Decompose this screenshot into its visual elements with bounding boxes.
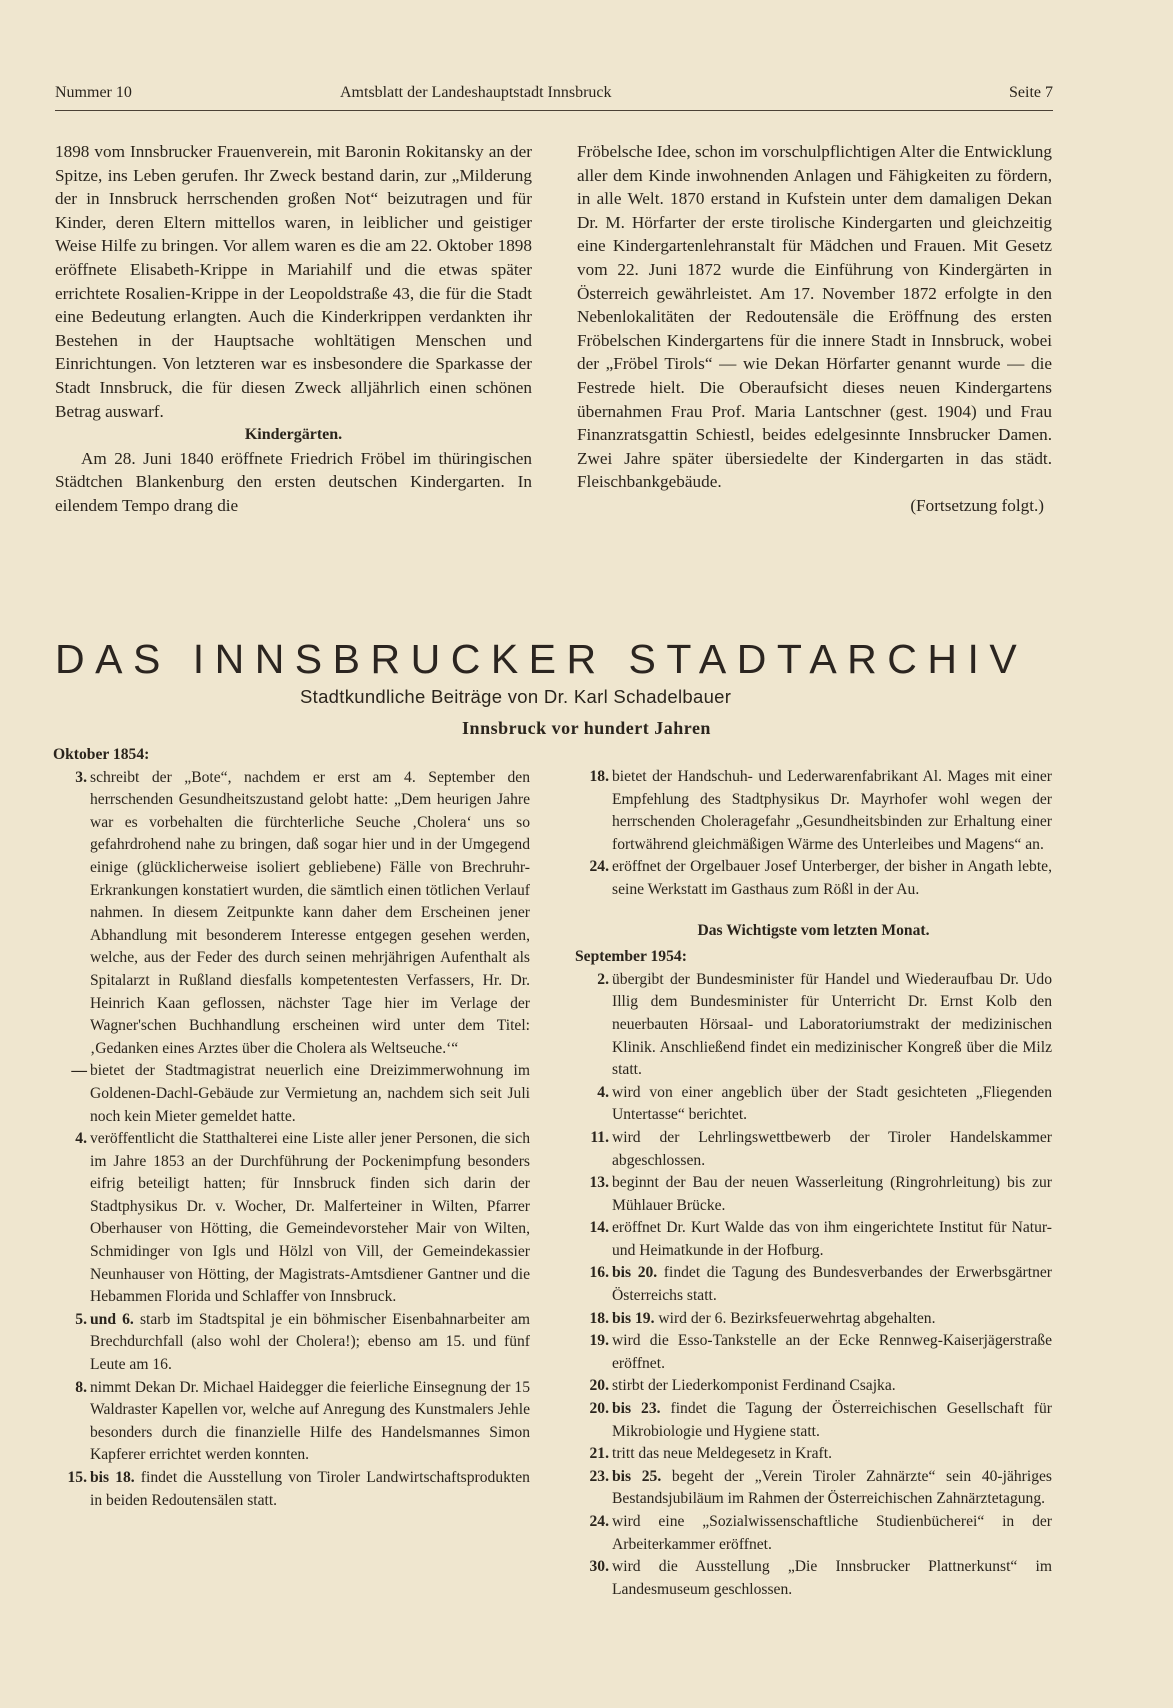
- entry-date: 20.: [589, 1377, 609, 1395]
- entry-date: 30.: [589, 1558, 609, 1576]
- chronicle-entry: [575, 1217, 1052, 1262]
- entry-text: beginnt der Bau der neuen Wasserleitung (Ringrohrleitung) bis zur Mühlauer Brücke.: [612, 1174, 1052, 1214]
- entry-text: wird die Esso-Tankstelle an der Ecke Rennweg-Kaiserjägerstraße eröffnet.: [612, 1332, 1052, 1372]
- entry-date: 14.: [589, 1219, 609, 1237]
- entry-text: begeht der „Verein Tiroler Zahnärzte“ sein 40-jähriges Bestandsjubiläum im Rahmen der Österreichischen Zahnärztetagung.: [612, 1467, 1052, 1508]
- entry-date: 13.: [589, 1174, 609, 1192]
- continued-note: (Fortsetzung folgt.): [910, 495, 1044, 515]
- entry-date: 11.: [590, 1128, 609, 1146]
- monthly-news-heading: Das Wichtigste vom letzten Monat.: [697, 921, 930, 939]
- entry-date: 4.: [75, 1130, 87, 1148]
- entry-text: bietet der Handschuh- und Lederwarenfabrikant Al. Mages mit einer Empfehlung des Stadtphysikus Dr. Mayrhofer wohl wegen der herrschenden Choleragefahr „Gesundheitsbinden zur Erhaltung einer fortwährend gleichmäßigen Wärme des Unterleibes und Magens“ an.: [612, 768, 1052, 853]
- chronicle-list: [575, 969, 1052, 1602]
- chronicle-entry: [575, 1330, 1052, 1375]
- entry-date: 2.: [597, 970, 609, 988]
- entry-text: eröffnet der Orgelbauer Josef Unterberger, der bisher in Angath lebte, seine Werkstatt im Gasthaus zum Rößl in der Au.: [612, 858, 1052, 898]
- entry-date: 18.: [589, 768, 609, 785]
- entry-text: tritt das neue Meldegesetz in Kraft.: [612, 1445, 832, 1463]
- chronicle-entry: [53, 1060, 530, 1128]
- entry-date: 24.: [589, 858, 609, 876]
- entry-date-range: bis 19.: [612, 1309, 659, 1327]
- section-subtitle: Stadtkundliche Beiträge von Dr. Karl Schadelbauer: [300, 686, 732, 707]
- entry-date-range: bis 25.: [612, 1467, 672, 1485]
- entry-date-range: und 6.: [90, 1310, 140, 1328]
- entry-text: findet die Tagung des Bundesverbandes der Erwerbsgärtner Österreichs statt.: [612, 1264, 1052, 1305]
- chronicle-entry: [53, 1128, 530, 1309]
- entry-text: wird die Ausstellung „Die Innsbrucker Plattnerkunst“ im Landesmuseum geschlossen.: [612, 1558, 1052, 1598]
- entry-text: bietet der Stadtmagistrat neuerlich eine Dreizimmerwohnung im Goldenen-Dachl-Gebäude zur Vermietung an, nachdem sich seit Juli noch kein Mieter gemeldet hatte.: [90, 1062, 530, 1125]
- article-right-column: [577, 140, 1052, 518]
- article-paragraph-start: Am 28. Juni 1840 eröffnete Friedrich Fröbel im thüringischen Städtchen Blankenburg den ersten deutschen Kindergarten. In eilendem Tempo drang die: [55, 448, 532, 515]
- entry-text: stirbt der Liederkomponist Ferdinand Csajka.: [612, 1377, 896, 1395]
- chronicle-left-column: [53, 744, 530, 1512]
- page-header: [55, 84, 1053, 106]
- entry-date: 20.: [589, 1400, 609, 1418]
- entry-text: wird eine „Sozialwissenschaftliche Studienbücherei“ in der Arbeiterkammer eröffnet.: [612, 1513, 1052, 1553]
- chronicle-entry: [575, 1556, 1052, 1601]
- page-number: Seite 7: [1009, 84, 1053, 101]
- entry-date-range: bis 20.: [612, 1264, 664, 1282]
- chronicle-entry: [575, 1398, 1052, 1443]
- chronicle-entry: [575, 1262, 1052, 1307]
- entry-date: 18.: [589, 1309, 609, 1327]
- entry-date: 21.: [589, 1445, 609, 1463]
- article-left-column: [55, 140, 532, 518]
- chronicle-entry: [575, 969, 1052, 1082]
- entry-date: 5.: [75, 1310, 87, 1328]
- entry-date: 16.: [589, 1264, 609, 1282]
- chronicle-entry: [575, 1375, 1052, 1398]
- chronicle-list: [575, 766, 1052, 902]
- entry-date-range: bis 23.: [612, 1400, 671, 1418]
- entry-text: schreibt der „Bote“, nachdem er erst am 4. September den herrschenden Gesundheitszustand gelobt hatte: „Dem heurigen Jahre war es vorbehalten die fürchterliche Seuche ‚Cholera‘ uns so gefahrdrohend nahe zu bringen, daß sogar hier und in der Umgegend einige (glücklicherweise isoliert gebliebene) Fälle von Brechruhr-Erkrankungen konstatiert wurden, die sämtlich einen tötlichen Verlauf nahmen. In diesem Zeitpunkte kann daher dem Erscheinen jener Abhandlung mit besonderem Interesse entgegen gesehen werden, welche, aus der Feder des durch seinen mehrjährigen Aufenthalt als Spitalarzt in Rußland diesfalls kompetentesten Verfassers, Hr. Dr. Heinrich Kaan geflossen, nächster Tage hier im Verlage der Wagner'schen Buchhandlung erscheinen wird unter dem Titel: ‚Gedanken eines Arztes über die Cholera als Weltseuche.‘“: [90, 768, 530, 1057]
- entry-date: 19.: [589, 1332, 609, 1350]
- entry-date: 8.: [75, 1378, 87, 1396]
- entry-date: 3.: [75, 768, 87, 786]
- chronicle-entry: [575, 1127, 1052, 1172]
- entry-text: übergibt der Bundesminister für Handel und Wiederaufbau Dr. Udo Illig dem Bundesminister für Unterricht Dr. Ernst Kolb den neuerbauten Hörsaal- und Laboratoriumstrakt der medizinischen Klinik. Anschließend findet ein medizinischer Kongreß über die Milz statt.: [612, 970, 1052, 1079]
- entry-text: wird von einer angeblich über der Stadt gesichteten „Fliegenden Untertasse“ berichtet.: [612, 1083, 1052, 1124]
- article-paragraph: 1898 vom Innsbrucker Frauenverein, mit Baronin Rokitansky an der Spitze, ins Leben gerufen. Ihr Zweck bestand darin, zur „Milderung der in Innsbruck herrschenden großen Not“ beizutragen und für Kinder, deren Eltern mittellos waren, in leiblicher und geistiger Weise Hilfe zu bringen. Vor allem waren es die am 22. Oktober 1898 eröffnete Elisabeth-Krippe in Mariahilf und die etwas später errichtete Rosalien-Krippe in der Leopoldstraße 43, die für die Stadt eine Bedeutung erlangten. Auch die Kinderkrippen verdankten ihr Bestehen in der Hauptsache wohltätigen Menschen und Einrichtungen. Von letzteren war es insbesondere die Sparkasse der Stadt Innsbruck, die für diesen Zweck alljährlich einen schönen Betrag auswarf.: [55, 142, 532, 421]
- column-heading: Innsbruck vor hundert Jahren: [462, 718, 711, 738]
- chronicle-entry: [575, 766, 1052, 856]
- entry-date: —: [71, 1062, 87, 1080]
- chronicle-entry: [575, 1308, 1052, 1331]
- month-heading: September 1954:: [575, 948, 687, 966]
- entry-date: 4.: [597, 1083, 609, 1101]
- article-subheading: Kindergärten.: [244, 426, 343, 444]
- entry-date: 24.: [589, 1513, 609, 1530]
- chronicle-entry: [575, 856, 1052, 901]
- entry-text: veröffentlicht die Statthalterei eine Liste aller jener Personen, die sich im Jahre 1853 an der Durchführung der Pockenimpfung besonders eifrig beteiligt hatten; für Innsbruck finden sich darin der Stadtphysikus Dr. v. Wocher, Dr. Malferteiner in Wilten, Pfarrer Oberhauser von Hötting, die Gemeindevorsteher Mair von Wilten, Schmidinger von Igls und Hölzl von Vill, der Gemeindekassier Neunhauser von Hötting, der Magistrats-Amtsdiener Gantner und die Hebammen Florida und Schlaffer von Innsbruck.: [90, 1130, 530, 1306]
- entry-text: nimmt Dekan Dr. Michael Haidegger die feierliche Einsegnung der 15 Waldraster Kapellen vor, welche auf Anregung des Kunstmalers Jehle besonders durch die finanzielle Hilfe des Handelsmannes Simon Kapferer errichtet werden konnten.: [90, 1378, 530, 1464]
- chronicle-entry: [575, 1466, 1052, 1511]
- chronicle-right-column: [575, 766, 1052, 1601]
- entry-text: wird der 6. Bezirksfeuerwehrtag abgehalten.: [658, 1309, 936, 1327]
- entry-date: 15.: [67, 1469, 87, 1486]
- chronicle-entry: [53, 1377, 530, 1467]
- entry-date-range: bis 18.: [90, 1469, 141, 1486]
- chronicle-entry: [575, 1082, 1052, 1127]
- month-heading: Oktober 1854:: [53, 746, 150, 763]
- chronicle-entry: [575, 1511, 1052, 1556]
- entry-text: eröffnet Dr. Kurt Walde das von ihm eingerichtete Institut für Natur- und Heimatkunde in der Hofburg.: [612, 1219, 1052, 1259]
- entry-text: wird der Lehrlingswettbewerb der Tiroler Handelskammer abgeschlossen.: [612, 1128, 1052, 1169]
- publication-title: Amtsblatt der Landeshauptstadt Innsbruck: [340, 84, 612, 101]
- chronicle-entry: [575, 1443, 1052, 1466]
- chronicle-entry: [53, 767, 530, 1061]
- chronicle-list: [53, 767, 530, 1513]
- section-title: DAS INNSBRUCKER STADTARCHIV: [55, 636, 1028, 682]
- entry-text: findet die Ausstellung von Tiroler Landwirtschaftsprodukten in beiden Redoutensälen statt.: [90, 1469, 530, 1509]
- entry-text: findet die Tagung der Österreichischen Gesellschaft für Mikrobiologie und Hygiene statt.: [612, 1400, 1052, 1440]
- chronicle-entry: [53, 1309, 530, 1377]
- chronicle-entry: [53, 1467, 530, 1512]
- header-rule: [55, 110, 1053, 111]
- issue-number: Nummer 10: [55, 84, 132, 101]
- entry-date: 23.: [589, 1467, 609, 1485]
- entry-text: starb im Stadtspital je ein böhmischer Eisenbahnarbeiter am Brechdurchfall (also wohl der Cholera!); ebenso am 15. und fünf Leute am 16.: [90, 1310, 530, 1374]
- chronicle-entry: [575, 1172, 1052, 1217]
- article-paragraph-continued: Fröbelsche Idee, schon im vorschulpflichtigen Alter die Entwicklung aller dem Kinde inwohnenden Anlagen und Fähigkeiten zu fördern, in alle Welt. 1870 erstand in Kufstein unter dem damaligen Dekan Dr. M. Hörfarter der erste tirolische Kindergarten und gleichzeitig eine Kindergartenlehranstalt für Mädchen und Frauen. Mit Gesetz vom 22. Juni 1872 wurde die Einführung von Kindergärten in Österreich gewährleistet. Am 17. November 1872 erfolgte in den Nebenlokalitäten der Redoutensäle die Eröffnung des ersten Fröbelschen Kindergartens für die innere Stadt in Innsbruck, wobei der „Fröbel Tirols“ — wie Dekan Hörfarter genannt wurde — die Festrede hielt. Die Oberaufsicht dieses neuen Kindergartens übernahmen Frau Prof. Maria Lantschner (gest. 1904) und Frau Finanzratsgattin Schiestl, beides edelgesinnte Innsbrucker Damen. Zwei Jahre später übersiedelte der Kindergarten in das städt. Fleischbankgebäude.: [577, 142, 1052, 492]
